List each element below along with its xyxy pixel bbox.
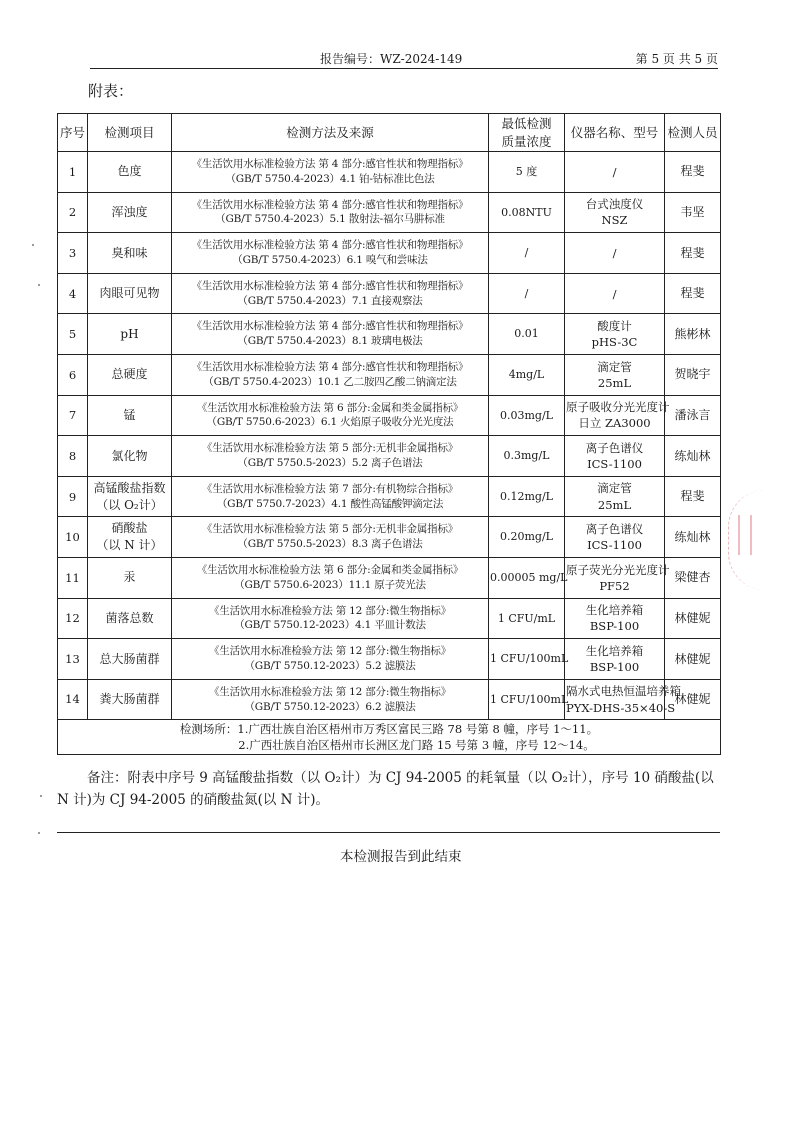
tester-name: 程斐 [665,233,721,274]
detection-limit: 0.20mg/L [489,517,565,558]
test-method: 《生活饮用水标准检验方法 第 4 部分:感官性状和物理指标》 （GB/T 5750.4-2023）7.1 直接观察法 [172,273,489,314]
table-row [58,598,721,639]
tester-name: 练灿林 [665,517,721,558]
row-number: 10 [58,517,88,558]
test-method: 《生活饮用水标准检验方法 第 4 部分:感官性状和物理指标》 （GB/T 5750.4-2023）8.1 玻璃电极法 [172,314,489,355]
table-row [58,152,721,193]
test-item: 臭和味 [88,233,172,274]
test-item: 高锰酸盐指数 （以 O₂计） [88,476,172,517]
row-number: 2 [58,192,88,233]
test-item: 总大肠菌群 [88,639,172,680]
instrument-model: 滴定管 25mL [565,476,665,517]
appendix-table [57,113,721,755]
row-number: 13 [58,639,88,680]
tester-name: 程斐 [665,273,721,314]
detection-limit: 0.00005 mg/L [489,557,565,598]
instrument-model: 生化培养箱 BSP-100 [565,598,665,639]
table-row [58,395,721,436]
row-number: 6 [58,354,88,395]
row-number: 3 [58,233,88,274]
instrument-model: / [565,273,665,314]
detection-limit: 1 CFU/mL [489,598,565,639]
table-row [58,679,721,720]
test-method: 《生活饮用水标准检验方法 第 4 部分:感官性状和物理指标》 （GB/T 5750.4-2023）10.1 乙二胺四乙酸二钠滴定法 [172,354,489,395]
location-note-row [58,720,721,755]
test-method: 《生活饮用水标准检验方法 第 12 部分:微生物指标》 （GB/T 5750.12-2023）4.1 平皿计数法 [172,598,489,639]
detection-limit: 0.3mg/L [489,436,565,477]
tester-name: 林健妮 [665,639,721,680]
table-row [58,354,721,395]
instrument-model: 原子吸收分光光度计 日立 ZA3000 [565,395,665,436]
tester-name: 林健妮 [665,598,721,639]
row-number: 12 [58,598,88,639]
row-number: 1 [58,152,88,193]
appendix-title: 附表： [88,82,134,100]
detection-limit: 1 CFU/100mL [489,679,565,720]
row-number: 5 [58,314,88,355]
tester-name: 梁健杏 [665,557,721,598]
instrument-model: / [565,233,665,274]
scan-speck [38,284,40,286]
detection-limit: 0.12mg/L [489,476,565,517]
test-method: 《生活饮用水标准检验方法 第 4 部分:感官性状和物理指标》 （GB/T 5750.4-2023）4.1 铂-钴标准比色法 [172,152,489,193]
end-statement: 本检测报告到此结束 [340,849,462,865]
row-number: 11 [58,557,88,598]
instrument-model: 离子色谱仪 ICS-1100 [565,436,665,477]
tester-name: 熊彬林 [665,314,721,355]
test-item: pH [88,314,172,355]
tester-name: 林健妮 [665,679,721,720]
test-item: 锰 [88,395,172,436]
instrument-model: 离子色谱仪 ICS-1100 [565,517,665,558]
report-number: 报告编号：WZ-2024-149 [320,52,463,66]
test-method: 《生活饮用水标准检验方法 第 4 部分:感官性状和物理指标》 （GB/T 5750.4-2023）6.1 嗅气和尝味法 [172,233,489,274]
header-divider [90,68,718,69]
col-header-no: 序号 [58,114,88,152]
instrument-model: / [565,152,665,193]
tester-name: 潘泳言 [665,395,721,436]
page-number: 第 5 页 共 5 页 [635,52,718,66]
detection-limit: 0.03mg/L [489,395,565,436]
test-item: 硝酸盐 （以 N 计） [88,517,172,558]
test-item: 总硬度 [88,354,172,395]
table-row [58,314,721,355]
table-row [58,273,721,314]
test-item: 粪大肠菌群 [88,679,172,720]
row-number: 9 [58,476,88,517]
tester-name: 程斐 [665,476,721,517]
instrument-model: 酸度计 pHS-3C [565,314,665,355]
test-method: 《生活饮用水标准检验方法 第 6 部分:金属和类金属指标》 （GB/T 5750.6-2023）6.1 火焰原子吸收分光光度法 [172,395,489,436]
test-method: 《生活饮用水标准检验方法 第 5 部分:无机非金属指标》 （GB/T 5750.5-2023）8.3 离子色谱法 [172,517,489,558]
detection-limit: / [489,233,565,274]
table-row [58,476,721,517]
table-row [58,557,721,598]
table-header-row [58,114,721,152]
test-item: 浑浊度 [88,192,172,233]
test-item: 色度 [88,152,172,193]
instrument-model: 滴定管 25mL [565,354,665,395]
row-number: 14 [58,679,88,720]
end-divider [57,832,720,833]
scan-speck [40,795,42,797]
tester-name: 贺晓宇 [665,354,721,395]
test-method: 《生活饮用水标准检验方法 第 12 部分:微生物指标》 （GB/T 5750.12-2023）5.2 滤膜法 [172,639,489,680]
test-method: 《生活饮用水标准检验方法 第 4 部分:感官性状和物理指标》 （GB/T 5750.4-2023）5.1 散射法-福尔马肼标准 [172,192,489,233]
detection-limit: 0.01 [489,314,565,355]
row-number: 7 [58,395,88,436]
test-item: 汞 [88,557,172,598]
row-number: 4 [58,273,88,314]
remark-text: 备注：附表中序号 9 高锰酸盐指数（以 O₂计）为 CJ 94-2005 的耗氧量（以 O₂计），序号 10 硝酸盐(以 N 计)为 CJ 94-2005 的硝酸盐氮(以 N 计)。 [57,770,714,809]
test-method: 《生活饮用水标准检验方法 第 5 部分:无机非金属指标》 （GB/T 5750.5-2023）5.2 离子色谱法 [172,436,489,477]
test-method: 《生活饮用水标准检验方法 第 7 部分:有机物综合指标》 （GB/T 5750.7-2023）4.1 酸性高锰酸钾滴定法 [172,476,489,517]
detection-limit: 0.08NTU [489,192,565,233]
scan-speck [32,244,34,246]
tester-name: 韦坚 [665,192,721,233]
page-header [90,50,718,66]
table-row [58,436,721,477]
detection-limit: 1 CFU/100mL [489,639,565,680]
detection-limit: 4mg/L [489,354,565,395]
col-header-person: 检测人员 [665,114,721,152]
instrument-model: 隔水式电热恒温培养箱 PYX-DHS-35×40-S [565,679,665,720]
col-header-item: 检测项目 [88,114,172,152]
table-row [58,639,721,680]
test-item: 氯化物 [88,436,172,477]
tester-name: 练灿林 [665,436,721,477]
col-header-instrument: 仪器名称、型号 [565,114,665,152]
scan-speck [38,832,40,834]
col-header-limit: 最低检测 质量浓度 [489,114,565,152]
table-row [58,233,721,274]
location-note: 检测场所：1.广西壮族自治区梧州市万秀区富民三路 78 号第 8 幢，序号 1～11。 2.广西壮族自治区梧州市长洲区龙门路 15 号第 3 幢，序号 12～14。 [58,720,721,755]
detection-limit: / [489,273,565,314]
test-method: 《生活饮用水标准检验方法 第 6 部分:金属和类金属指标》 （GB/T 5750.6-2023）11.1 原子荧光法 [172,557,489,598]
row-number: 8 [58,436,88,477]
table-row [58,517,721,558]
instrument-model: 台式浊度仪 NSZ [565,192,665,233]
table-row [58,192,721,233]
detection-limit: 5 度 [489,152,565,193]
instrument-model: 原子荧光分光光度计 PF52 [565,557,665,598]
instrument-model: 生化培养箱 BSP-100 [565,639,665,680]
col-header-method: 检测方法及来源 [172,114,489,152]
test-method: 《生活饮用水标准检验方法 第 12 部分:微生物指标》 （GB/T 5750.12-2023）6.2 滤膜法 [172,679,489,720]
seal-stamp-mark [738,515,752,555]
test-item: 肉眼可见物 [88,273,172,314]
test-item: 菌落总数 [88,598,172,639]
tester-name: 程斐 [665,152,721,193]
